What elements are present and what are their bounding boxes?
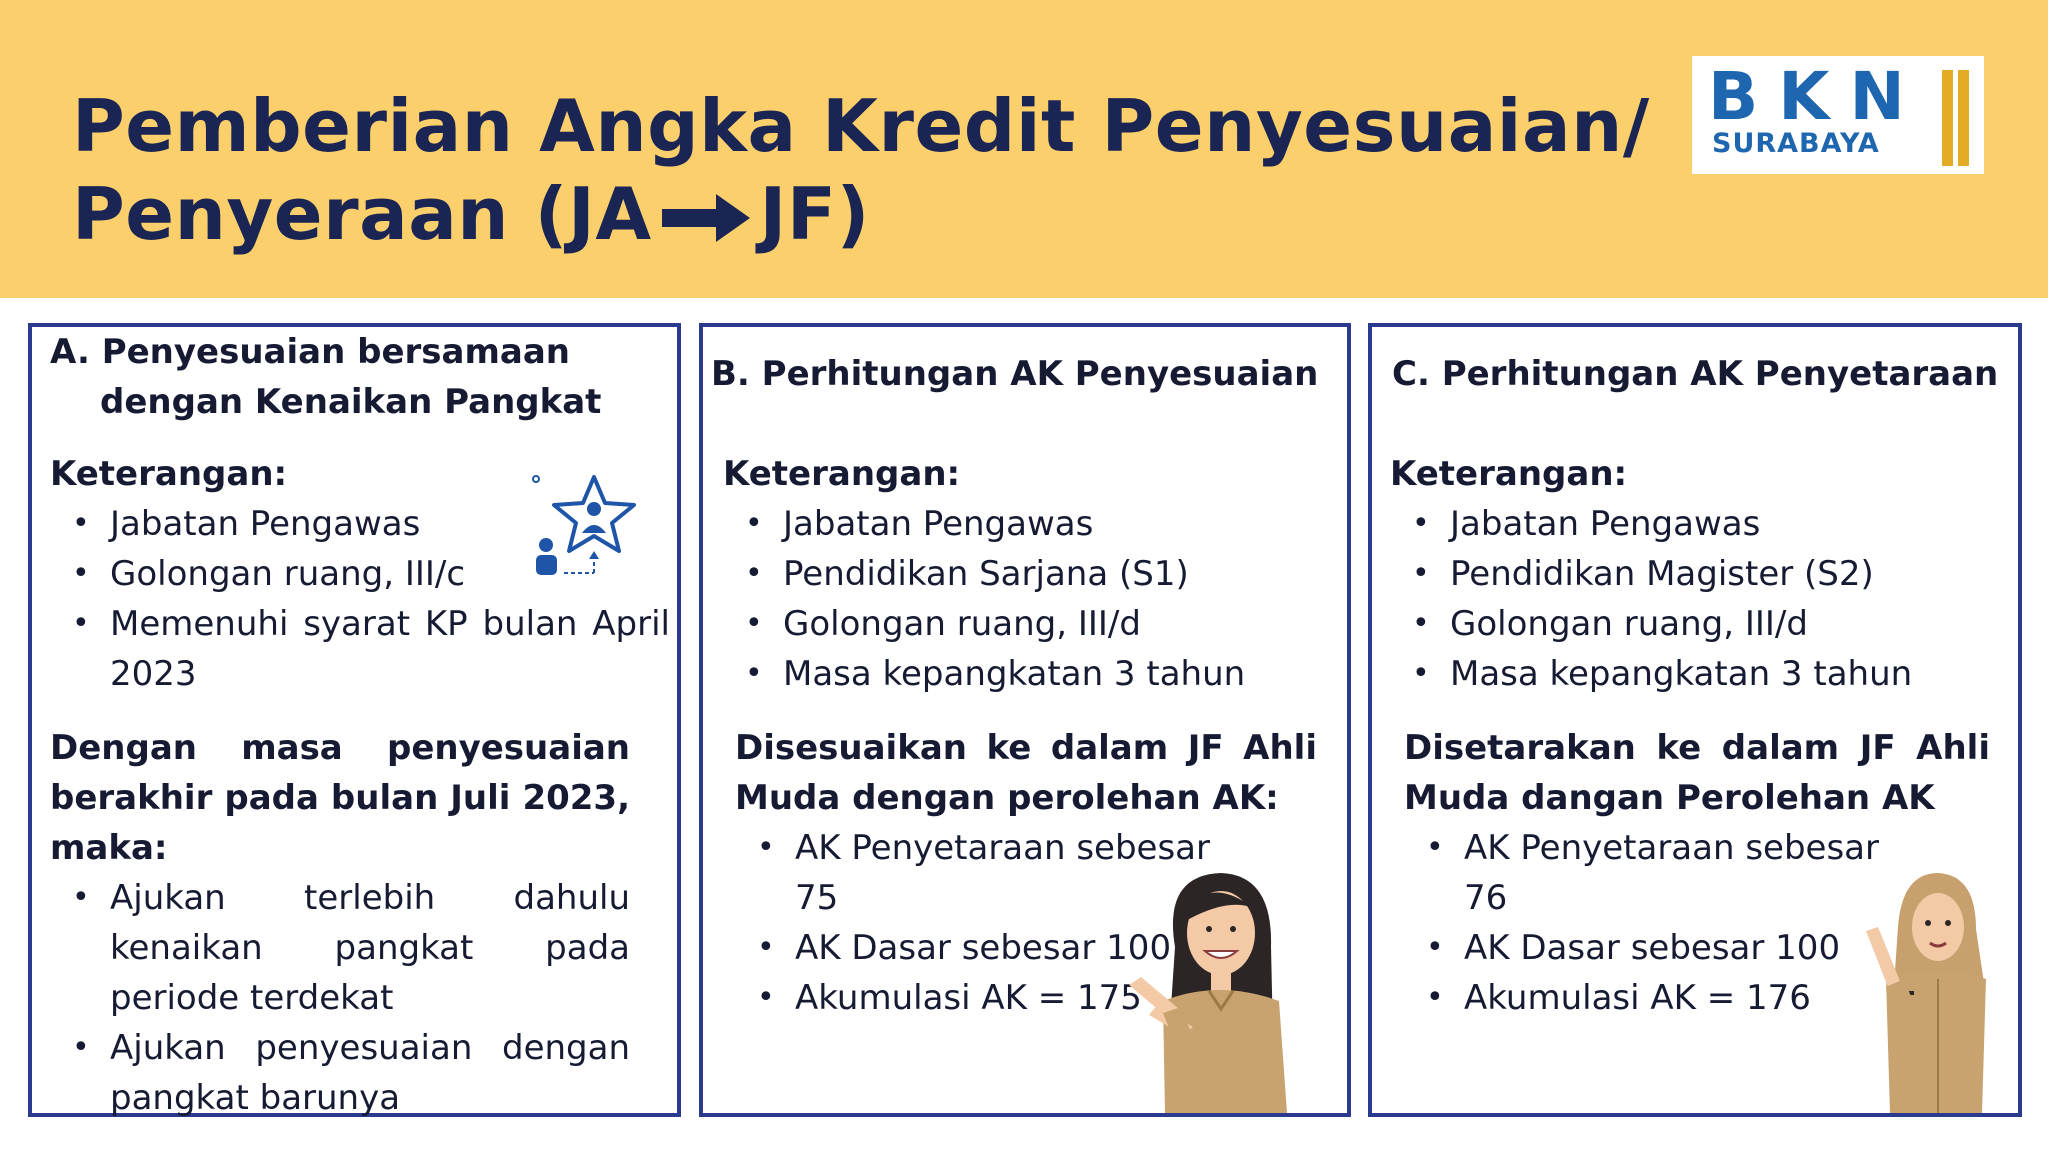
list-item: • Jabatan Pengawas bbox=[50, 499, 670, 549]
panel-b-paragraph: Disesuaikan ke dalam JF Ahli Muda dengan perolehan AK: bbox=[735, 728, 1317, 818]
list-item: • Ajukan terlebih dahulu kenaikan pangkat pada periode terdekat bbox=[50, 873, 630, 1023]
panel-a-title-line1: A. Penyesuaian bersamaan bbox=[50, 332, 570, 372]
list-item: • Golongan ruang, III/c bbox=[50, 549, 670, 599]
woman-pointing-illustration bbox=[1123, 867, 1313, 1117]
list-item: • AK Penyetaraan sebesar 75 bbox=[735, 823, 1255, 923]
logo-subtext: SURABAYA bbox=[1712, 128, 1880, 159]
list-item: • AK Dasar sebesar 100 bbox=[1404, 923, 1924, 973]
panel-c-results-list bbox=[1404, 823, 1924, 1023]
panel-c-paragraph: Disetarakan ke dalam JF Ahli Muda dangan Perolehan AK bbox=[1404, 728, 1990, 818]
title-line-1: Pemberian Angka Kredit Penyesuaian/ bbox=[72, 84, 1650, 168]
panel-a-keterangan-list bbox=[50, 499, 670, 699]
logo-bar bbox=[1958, 70, 1969, 166]
list-item: • Akumulasi AK = 175 bbox=[735, 973, 1255, 1023]
panel-b-title: B. Perhitungan AK Penyesuaian bbox=[711, 354, 1319, 394]
panel-b-keterangan-heading: Keterangan: bbox=[723, 454, 961, 494]
title-line-2-start: Penyeraan (JA bbox=[72, 172, 652, 256]
list-item: • Golongan ruang, III/d bbox=[723, 599, 1323, 649]
title-line-2 bbox=[72, 170, 1672, 263]
list-item: • Memenuhi syarat KP bulan April 2023 bbox=[50, 599, 670, 699]
panel-c-keterangan-heading: Keterangan: bbox=[1390, 454, 1628, 494]
list-item: • Golongan ruang, III/d bbox=[1390, 599, 1990, 649]
list-item: • Jabatan Pengawas bbox=[723, 499, 1323, 549]
panel-c-keterangan-list bbox=[1390, 499, 1990, 699]
right-arrow-icon bbox=[660, 175, 752, 263]
list-item: • Akumulasi AK = 176 bbox=[1404, 973, 1924, 1023]
woman-hijab-illustration bbox=[1852, 867, 1992, 1117]
list-item: • Ajukan penyesuaian dengan pangkat barunya bbox=[50, 1023, 630, 1123]
list-item: • Jabatan Pengawas bbox=[1390, 499, 1990, 549]
header-banner bbox=[0, 0, 2048, 298]
list-item: • Masa kepangkatan 3 tahun bbox=[1390, 649, 1990, 699]
panel-c-title: C. Perhitungan AK Penyetaraan bbox=[1392, 354, 1999, 394]
title-line-2-end: JF) bbox=[759, 172, 870, 256]
list-item: • Pendidikan Magister (S2) bbox=[1390, 549, 1990, 599]
list-item: • AK Penyetaraan sebesar 76 bbox=[1404, 823, 1924, 923]
panel-perhitungan-ak-penyetaraan bbox=[1368, 323, 2022, 1117]
panel-perhitungan-ak-penyesuaian bbox=[699, 323, 1351, 1117]
panel-a-title-line2: dengan Kenaikan Pangkat bbox=[100, 382, 602, 422]
panel-penyesuaian-kenaikan-pangkat bbox=[28, 323, 681, 1117]
list-item: • Masa kepangkatan 3 tahun bbox=[723, 649, 1323, 699]
list-item: • Pendidikan Sarjana (S1) bbox=[723, 549, 1323, 599]
panel-a-paragraph: Dengan masa penyesuaian berakhir pada bulan Juli 2023, maka: bbox=[50, 728, 630, 868]
logo-text: BKN bbox=[1708, 58, 1925, 135]
bkn-logo bbox=[1692, 56, 1984, 174]
logo-bar bbox=[1942, 70, 1953, 166]
panel-a-action-list bbox=[50, 873, 630, 1123]
panel-b-keterangan-list bbox=[723, 499, 1323, 699]
panel-a-keterangan-heading: Keterangan: bbox=[50, 454, 288, 494]
list-item: • AK Dasar sebesar 100 bbox=[735, 923, 1255, 973]
page-title bbox=[72, 82, 1672, 263]
